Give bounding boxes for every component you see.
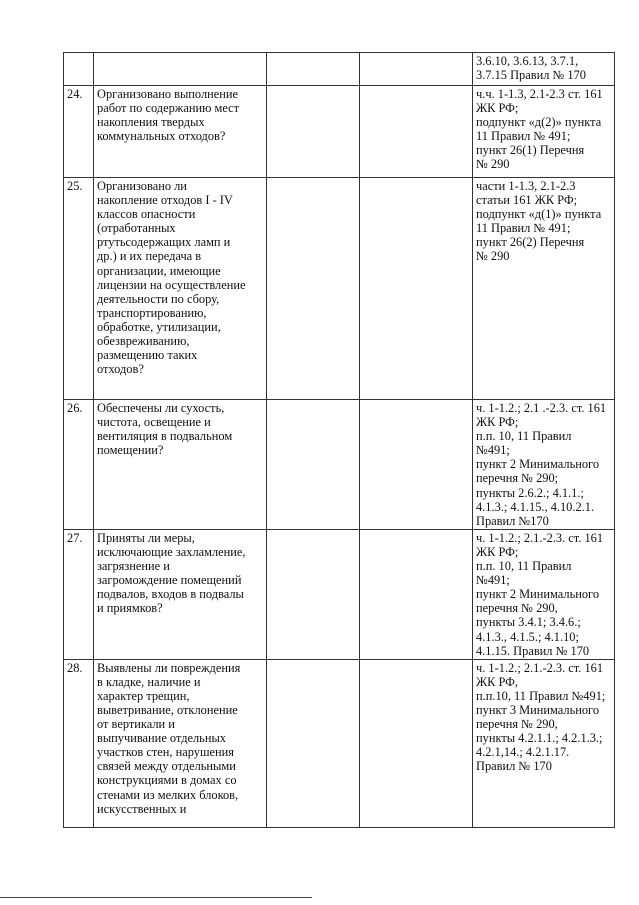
table-row	[64, 53, 615, 86]
question-line: выветривание, отклонение	[97, 702, 238, 717]
question-line: Приняты ли меры,	[97, 530, 195, 545]
reference-line: 4.2.1,14.; 4.2.1.17.	[476, 745, 570, 760]
question-line: классов опасности	[97, 207, 196, 222]
question-line: транспортированию,	[97, 305, 207, 320]
question-line: связей между отдельными	[97, 759, 236, 774]
question-line: ртутьсодержащих ламп и	[97, 235, 231, 250]
reference-line: №491;	[476, 443, 510, 458]
row-number: 28.	[64, 659, 94, 827]
reference-line: 11 Правил № 491;	[476, 221, 571, 236]
question-line: Организовано выполнение	[97, 87, 239, 101]
footnote-divider	[0, 897, 312, 898]
question-line: Организовано ли	[97, 179, 187, 193]
reference-line: Правил № 170	[476, 759, 552, 774]
reference-line: № 290	[476, 249, 510, 264]
requirement-question	[94, 178, 267, 400]
reference-line: Правил №170	[476, 513, 549, 528]
question-line: характер трещин,	[97, 688, 190, 703]
question-line: подвалов, входов в подвалы	[97, 587, 244, 602]
reference-line: пункт 26(2) Перечня	[476, 235, 585, 250]
question-line: вентиляция в подвальном	[97, 429, 233, 444]
question-line: и приямков?	[97, 601, 163, 616]
notes-cell[interactable]	[360, 178, 473, 400]
reference-line: ЖК РФ,	[476, 674, 519, 689]
legal-reference	[473, 86, 615, 178]
question-line: Обеспечены ли сухость,	[97, 401, 225, 415]
question-line: обезвреживанию,	[97, 334, 190, 349]
reference-line: пункт 2 Минимального	[476, 587, 600, 602]
requirement-question	[94, 53, 267, 86]
question-line: стенами из мелких блоков,	[97, 787, 239, 802]
legal-reference	[473, 178, 615, 400]
reference-line: 4.1.3., 4.1.5.; 4.1.10;	[476, 629, 579, 644]
reference-line: п.п.10, 11 Правил №491;	[476, 688, 606, 703]
reference-line: п.п. 10, 11 Правил	[476, 559, 572, 574]
reference-line: подпункт «д(2)» пункта	[476, 115, 602, 130]
row-number: 26.	[64, 400, 94, 530]
reference-line: №491;	[476, 573, 510, 588]
question-line: организации, имеющие	[97, 263, 221, 278]
question-line: деятельности по сбору,	[97, 291, 220, 306]
answer-cell[interactable]	[267, 400, 360, 530]
question-line: накопление отходов I - IV	[97, 193, 233, 208]
table-body	[64, 53, 615, 828]
inspection-checklist-table	[63, 52, 615, 828]
question-line: исключающие захламление,	[97, 544, 246, 559]
legal-reference	[473, 400, 615, 530]
answer-cell[interactable]	[267, 86, 360, 178]
reference-line: пункты 3.4.1; 3.4.6.;	[476, 615, 581, 630]
answer-cell[interactable]	[267, 659, 360, 827]
row-number: 25.	[64, 178, 94, 400]
reference-line: ЖК РФ;	[476, 101, 519, 116]
reference-line: пункты 4.2.1.1.; 4.2.1.3.;	[476, 731, 603, 746]
question-line: от вертикали и	[97, 717, 175, 732]
reference-line: пункт 2 Минимального	[476, 457, 600, 472]
reference-line: ЖК РФ;	[476, 415, 519, 430]
question-line: работ по содержанию мест	[97, 101, 240, 116]
notes-cell[interactable]	[360, 86, 473, 178]
table-row	[64, 529, 615, 659]
requirement-question	[94, 659, 267, 827]
reference-line: пункты 2.6.2.; 4.1.1.;	[476, 485, 584, 500]
reference-line: перечня № 290,	[476, 601, 558, 616]
reference-line: пункт 26(1) Перечня	[476, 143, 585, 158]
question-line: размещению таких	[97, 348, 198, 363]
reference-line: 3.6.10, 3.6.13, 3.7.1,	[476, 54, 579, 68]
question-line: отходов?	[97, 362, 144, 377]
reference-line: ч.ч. 1-1.3, 2.1-2.3 ст. 161	[476, 87, 603, 101]
question-line: лицензии на осуществление	[97, 277, 246, 292]
legal-reference	[473, 53, 615, 86]
reference-line: п.п. 10, 11 Правил	[476, 429, 572, 444]
notes-cell[interactable]	[360, 529, 473, 659]
question-line: помещении?	[97, 443, 164, 458]
reference-line: ЖК РФ;	[476, 544, 519, 559]
reference-line: 4.1.15. Правил № 170	[476, 643, 590, 658]
row-number	[64, 53, 94, 86]
question-line: загромождение помещений	[97, 573, 242, 588]
table-row	[64, 659, 615, 827]
reference-line: 4.1.3.; 4.1.15., 4.10.2.1.	[476, 499, 595, 514]
notes-cell[interactable]	[360, 659, 473, 827]
reference-line: ч. 1-1.2.; 2.1.-2.3. ст. 161	[476, 660, 604, 675]
question-line: чистота, освещение и	[97, 415, 211, 430]
row-number: 24.	[64, 86, 94, 178]
table-row	[64, 400, 615, 530]
reference-line: ч. 1-1.2.; 2.1 .-2.3. ст. 161	[476, 401, 607, 415]
question-line: искусственных и	[97, 801, 187, 816]
reference-line: подпункт «д(1)» пункта	[476, 207, 602, 222]
notes-cell[interactable]	[360, 53, 473, 86]
legal-reference	[473, 659, 615, 827]
reference-line: статьи 161 ЖК РФ;	[476, 193, 578, 208]
requirement-question	[94, 400, 267, 530]
legal-reference	[473, 529, 615, 659]
row-number: 27.	[64, 529, 94, 659]
reference-line: части 1-1.3, 2.1-2.3	[476, 179, 576, 193]
table-row	[64, 86, 615, 178]
question-line: загрязнение и	[97, 559, 170, 574]
reference-line: перечня № 290,	[476, 717, 558, 732]
question-line: в кладке, наличие и	[97, 674, 201, 689]
question-line: (отработанных	[97, 221, 176, 236]
requirement-question	[94, 529, 267, 659]
reference-line: № 290	[476, 157, 510, 172]
reference-line: 11 Правил № 491;	[476, 129, 571, 144]
answer-cell[interactable]	[267, 53, 360, 86]
table-row	[64, 178, 615, 400]
question-line: коммунальных отходов?	[97, 129, 226, 144]
question-line: участков стен, нарушения	[97, 745, 234, 760]
reference-line: перечня № 290;	[476, 471, 559, 486]
answer-cell[interactable]	[267, 178, 360, 400]
question-line: обработке, утилизации,	[97, 319, 221, 334]
notes-cell[interactable]	[360, 400, 473, 530]
question-line: накопления твердых	[97, 115, 205, 130]
question-line: др.) и их передача в	[97, 249, 202, 264]
answer-cell[interactable]	[267, 529, 360, 659]
question-line: выпучивание отдельных	[97, 731, 226, 746]
question-line: Выявлены ли повреждения	[97, 660, 241, 675]
reference-line: пункт 3 Минимального	[476, 702, 600, 717]
reference-line: ч. 1-1.2.; 2.1.-2.3. ст. 161	[476, 530, 604, 545]
question-line: конструкциями в домах со	[97, 773, 237, 788]
reference-line: 3.7.15 Правил № 170	[476, 68, 586, 83]
requirement-question	[94, 86, 267, 178]
